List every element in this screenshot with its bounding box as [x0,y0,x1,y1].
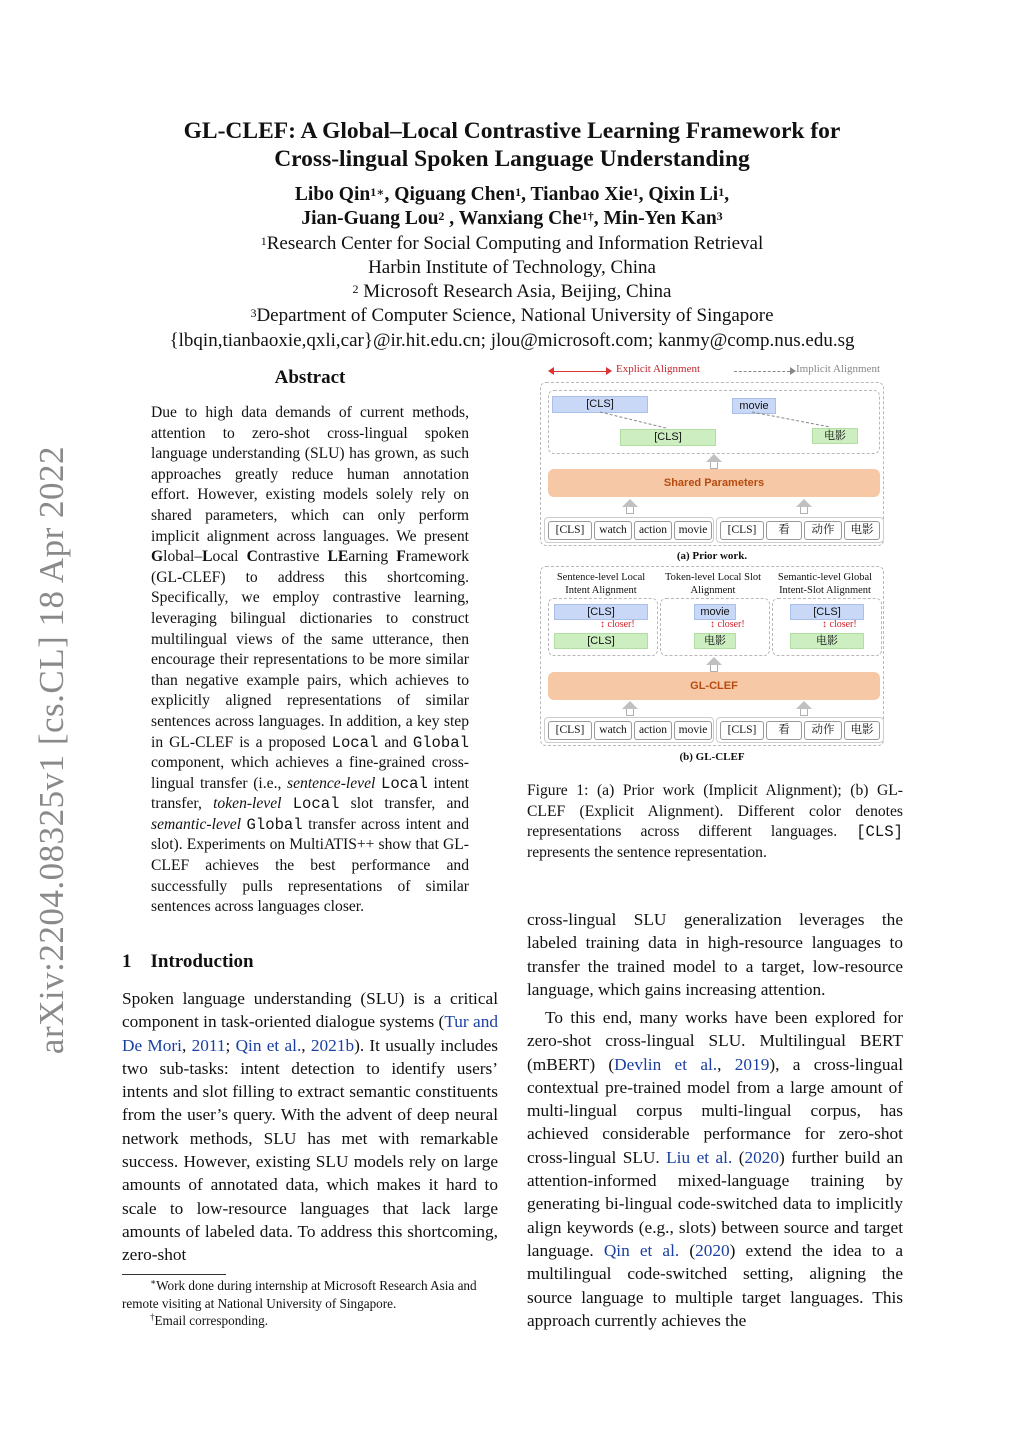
abstract-text: Due to high data demands of current methods, attention to zero-shot cross-lingual spoken language understanding (SLU) has grown, as such approaches greatly reduce human annotation effort. However, existing models solely rely on shared parameters, which can only perform implicit alignment across languages. We present Global–Local Contrastive LEarning Framework (GL-CLEF) to address this shortcoming. Specifically, we employ contrastive learning, leveraging bilingual dictionaries to construct multilingual views of the same utterance, then encourage their representations to be more similar than negative example pairs, which achieves to explicitly aligned representations of similar sentences across languages. In addition, a key step in GL-CLEF is a proposed Local and Global component, which achieves a fine-grained cross-lingual transfer (i.e., sentence-level Local intent transfer, token-level Local slot transfer, and semantic-level Global transfer across intent and slot). Experiments on MultiATIS++ show that GL-CLEF achieves the best performance and successfully pulls representations of similar sentences across languages closer. [151,404,470,916]
semantic-cls: [CLS] [790,604,864,620]
introduction-right-p1: cross-lingual SLU generalization leverages the labeled training data in high-resource languages to transfer the trained model to a target, low-resource language, which gains increasing attention. [527,910,903,999]
token-kan-b: 看 [766,721,802,740]
affiliation-1b: Harbin Institute of Technology, China [368,257,656,278]
sentence-cls-en: [CLS] [554,604,648,620]
movie-box-a: movie [732,398,776,414]
arrow-up-a2-stem [626,507,634,514]
shared-parameters-bar: Shared Parameters [548,469,880,497]
arrow-up-b1-stem [710,665,718,672]
sentence-closer-text: closer! [607,619,635,630]
token-movie-a: movie [674,521,712,540]
token-dianying-a: 电影 [844,521,880,540]
token-watch-a: watch [594,521,632,540]
arrow-up-a3-stem [800,507,808,514]
citation-qin-2020[interactable]: Qin et al. [603,1240,680,1260]
arrow-up-b2-stem [626,709,634,716]
subcaption-b: (b) GL-CLEF [679,751,745,763]
token-action-b: action [634,721,672,740]
title-line-1-text: GL-CLEF: A Global–Local Contrastive Learning Framework for [183,118,841,144]
arrow-up-b3 [796,701,812,709]
token-movie-zh: 电影 [694,633,736,649]
footnote-1: ∗Work done during internship at Microsoft Research Asia and remote visiting at National University of Singapore. [122,1277,477,1311]
token-cls-en-a: [CLS] [548,521,592,540]
token-cls-zh-b: [CLS] [720,721,764,740]
abstract-heading: Abstract [274,367,346,388]
token-dongzuo-a: 动作 [804,521,842,540]
authors-line-2: Jian-Guang Lou$^2$ , Wanxiang Che$^{1\dagger}$, Min-Yen Kan$^3$ [301,208,723,229]
section-title: Introduction [150,951,254,972]
sentence-cls-zh: [CLS] [554,633,648,649]
citation-tur[interactable]: Tur and De Mori [122,1012,498,1055]
citation-qin-2021b[interactable]: Qin et al. [235,1035,302,1055]
authors-line-1: Libo Qin$^{1∗}$, Qiguang Chen$^1$, Tianbao Xie$^1$, Qixin Li$^1$, [294,184,730,205]
footnote-2: †Email corresponding. [150,1312,269,1328]
author-emails: {lbqin,tianbaoxie,qxli,car}@ir.hit.edu.cn; jlou@microsoft.com; kanmy@comp.nus.edu.sg [169,330,855,351]
token-watch-b: watch [594,721,632,740]
token-kan-a: 看 [766,521,802,540]
paper-title-line-1 [100,117,924,145]
header-semantic-level: Semantic-level Global Intent-Slot Alignment [777,572,873,596]
header-sentence-level: Sentence-level Local Intent Alignment [556,572,646,596]
citation-devlin-year[interactable]: 2019 [734,1054,770,1074]
token-movie-b: movie [674,721,712,740]
legend-implicit: Implicit Alignment [796,363,881,375]
token-row-en-b [544,717,714,743]
token-row-zh-a [716,517,884,543]
token-movie-en: movie [694,604,736,620]
header-token-level: Token-level Local Slot Alignment [664,572,762,596]
affiliation-3: $^3$Department of Computer Science, National University of Singapore [250,305,774,326]
section-number: 1 [122,951,132,972]
token-dianying-b: 电影 [844,721,880,740]
citation-liu[interactable]: Liu et al. [666,1147,733,1167]
semantic-zh-movie: 电影 [790,633,864,649]
token-row-zh-b [716,717,884,743]
arrow-up-b2 [622,701,638,709]
arxiv-side-label: arXiv:2204.08325v1 [cs.CL] 18 Apr 2022 [32,445,71,1055]
arrow-up-b3-stem [800,709,808,716]
glclef-bar: GL-CLEF [548,672,880,700]
citation-qin-2020-year[interactable]: 2020 [695,1240,730,1260]
token-row-en-a [544,517,714,543]
affiliation-1: $^1$Research Center for Social Computing and Information Retrieval [260,233,764,254]
citation-tur-year[interactable]: 2011 [191,1035,226,1055]
legend-explicit: Explicit Alignment [616,363,701,375]
sentence-closer: ↕ closer! [600,619,635,630]
introduction-left-column: Spoken language understanding (SLU) is a critical component in task-oriented dialogue systems (Tur and De Mori, 2011; Qin et al., 2021b). It usually includes two sub-tasks: intent detection to identify users’ intents and slot filling to extract semantic constituents from the user’s query. With the advent of deep neural network methods, SLU has met with remarkable success. However, existing SLU models rely on large amounts of annotated data, which makes it hard to scale to low-resource languages that lack large amounts of labeled data. To address this shortcoming, zero-shot [122,989,499,1265]
citation-liu-year[interactable]: 2020 [744,1147,780,1167]
figure-caption: Figure 1: (a) Prior work (Implicit Alignment); (b) GL-CLEF (Explicit Alignment). Different color denotes representations across different languages. [CLS] represents the sentence representation. [527,782,903,861]
paper-title-line-2: Cross-lingual Spoken Language Understanding [274,146,750,172]
arrow-up-a1 [706,454,722,462]
arrow-up-a3 [796,499,812,507]
cls-en-box-a: [CLS] [552,396,648,413]
cls-zh-box-a: [CLS] [620,429,716,446]
semantic-closer: ↕ closer! [822,619,857,630]
section-heading-introduction [122,951,254,973]
arrow-up-b1 [706,657,722,665]
token-action-a: action [634,521,672,540]
token-dongzuo-b: 动作 [804,721,842,740]
citation-devlin[interactable]: Devlin et al. [614,1054,718,1074]
zh-movie-box-a: 电影 [812,428,858,444]
token-closer: ↕ closer! [710,619,745,630]
footnote-rule [122,1274,226,1275]
affiliation-2: $^2$ Microsoft Research Asia, Beijing, China [352,281,672,302]
token-closer-text: closer! [717,619,745,630]
token-cls-en-b: [CLS] [548,721,592,740]
arrow-up-a1-stem [710,462,718,469]
subcaption-a: (a) Prior work. [676,550,748,562]
semantic-closer-text: closer! [829,619,857,630]
arrow-up-a2 [622,499,638,507]
figure-1 [538,360,886,770]
token-cls-zh-a: [CLS] [720,521,764,540]
citation-qin-2021b-year[interactable]: 2021b [310,1035,355,1055]
introduction-right-p2: To this end, many works have been explored for zero-shot cross-lingual SLU. Multilingual BERT (mBERT) (Devlin et al., 2019), a cross-lingual contextual pre-trained model from a large amount of multi-lingual corpus multi-lingual corpus, has achieved considerable performance for zero-shot cross-lingual SLU. Liu et al. (2020) further build an attention-informed mixed-language training by generating bi-lingual code-switched data to implicitly align keywords (e.g., slots) between source and target language. Qin et al. (2020) extend the idea to a multilingual code-switched setting, aligning the source language to multiple target languages. This approach currently achieves the [527,1008,904,1330]
